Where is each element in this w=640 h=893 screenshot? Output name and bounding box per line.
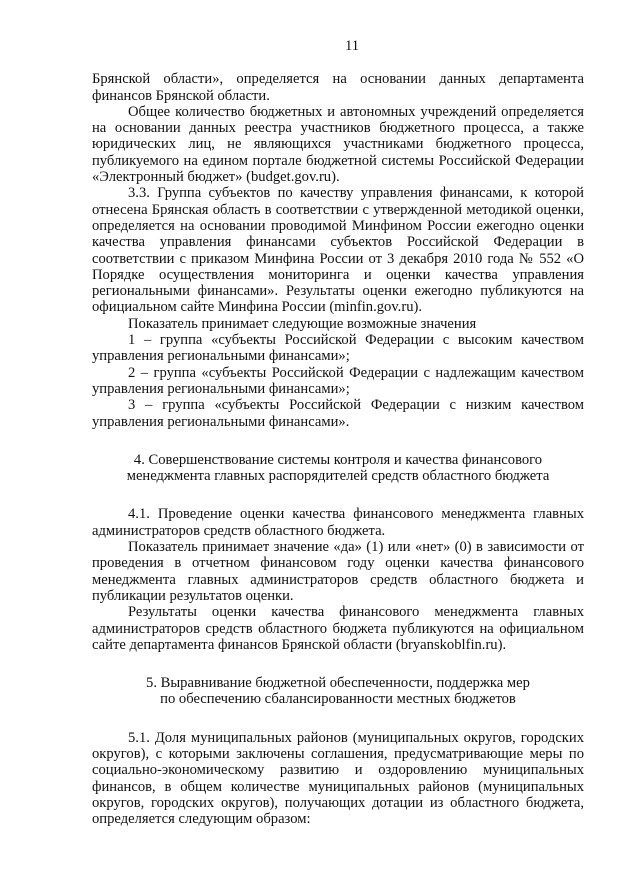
section-4-heading-line-2: менеджмента главных распорядителей средств областного бюджета bbox=[126, 468, 550, 485]
paragraph-results-publication: Результаты оценки качества финансового менеджмента главных администраторов средств областного бюджета публикуются на официальном сайте департамента финансов Брянской области (bryanskoblfin.ru). bbox=[92, 604, 584, 653]
list-item-group-1: 1 – группа «субъекты Российской Федерации с высоким качеством управления региональными финансами»; bbox=[92, 332, 584, 365]
paragraph-3-3-quality-group: 3.3. Группа субъектов по качеству управления финансами, к которой отнесена Брянская область в соответствии с утвержденной методикой оценки, определяется на основании проводимой Минфином России ежегодно оценки качества управления финансами субъектов Российской Федерации в соответствии с приказом Минфина России от 3 декабря 2010 года № 552 «О Порядке осуществления мониторинга и оценки качества управления региональными финансами». Результаты оценки ежегодно публикуются на официальном сайте Минфина России (minfin.gov.ru). bbox=[92, 185, 584, 316]
section-5-heading-line-2: по обеспечению сбалансированности местных бюджетов bbox=[160, 691, 516, 708]
page-number: 11 bbox=[344, 38, 360, 54]
paragraph-possible-values: Показатель принимает следующие возможные значения bbox=[128, 315, 477, 332]
paragraph-institutions-count: Общее количество бюджетных и автономных учреждений определяется на основании данных реестра участников бюджетного процесса, а также юридических лиц, не являющихся участниками бюджетного процесса, публикуемого на едином портале бюджетной системы Российской Федерации «Электронный бюджет» (budget.gov.ru). bbox=[92, 103, 584, 186]
paragraph-region-finance-source: Брянской области», определяется на основании данных департамента финансов Брянской области. bbox=[92, 71, 584, 104]
section-5-heading-line-1: 5. Выравнивание бюджетной обеспеченности, поддержка мер bbox=[146, 675, 530, 692]
list-item-group-3: 3 – группа «субъекты Российской Федерации с низким качеством управления региональными финансами». bbox=[92, 397, 584, 430]
section-4-heading-line-1: 4. Совершенствование системы контроля и качества финансового bbox=[133, 451, 543, 468]
list-item-group-2: 2 – группа «субъекты Российской Федерации с надлежащим качеством управления региональными финансами»; bbox=[92, 364, 584, 397]
document-page bbox=[92, 38, 584, 827]
paragraph-4-1-assessment: 4.1. Проведение оценки качества финансового менеджмента главных администраторов средств областного бюджета. bbox=[92, 506, 584, 539]
paragraph-indicator-yes-no: Показатель принимает значение «да» (1) или «нет» (0) в зависимости от проведения в отчетном финансовом году оценки качества финансового менеджмента главных администраторов средств областного бюджета и публикации результатов оценки. bbox=[92, 539, 584, 604]
paragraph-5-1-municipal-share: 5.1. Доля муниципальных районов (муниципальных округов, городских округов), с которыми заключены соглашения, предусматривающие меры по социально-экономическому развитию и оздоровлению муниципальных финансов, в общем количестве муниципальных районов (муниципальных округов, городских округов), получающих дотации из областного бюджета, определяется следующим образом: bbox=[92, 729, 584, 828]
